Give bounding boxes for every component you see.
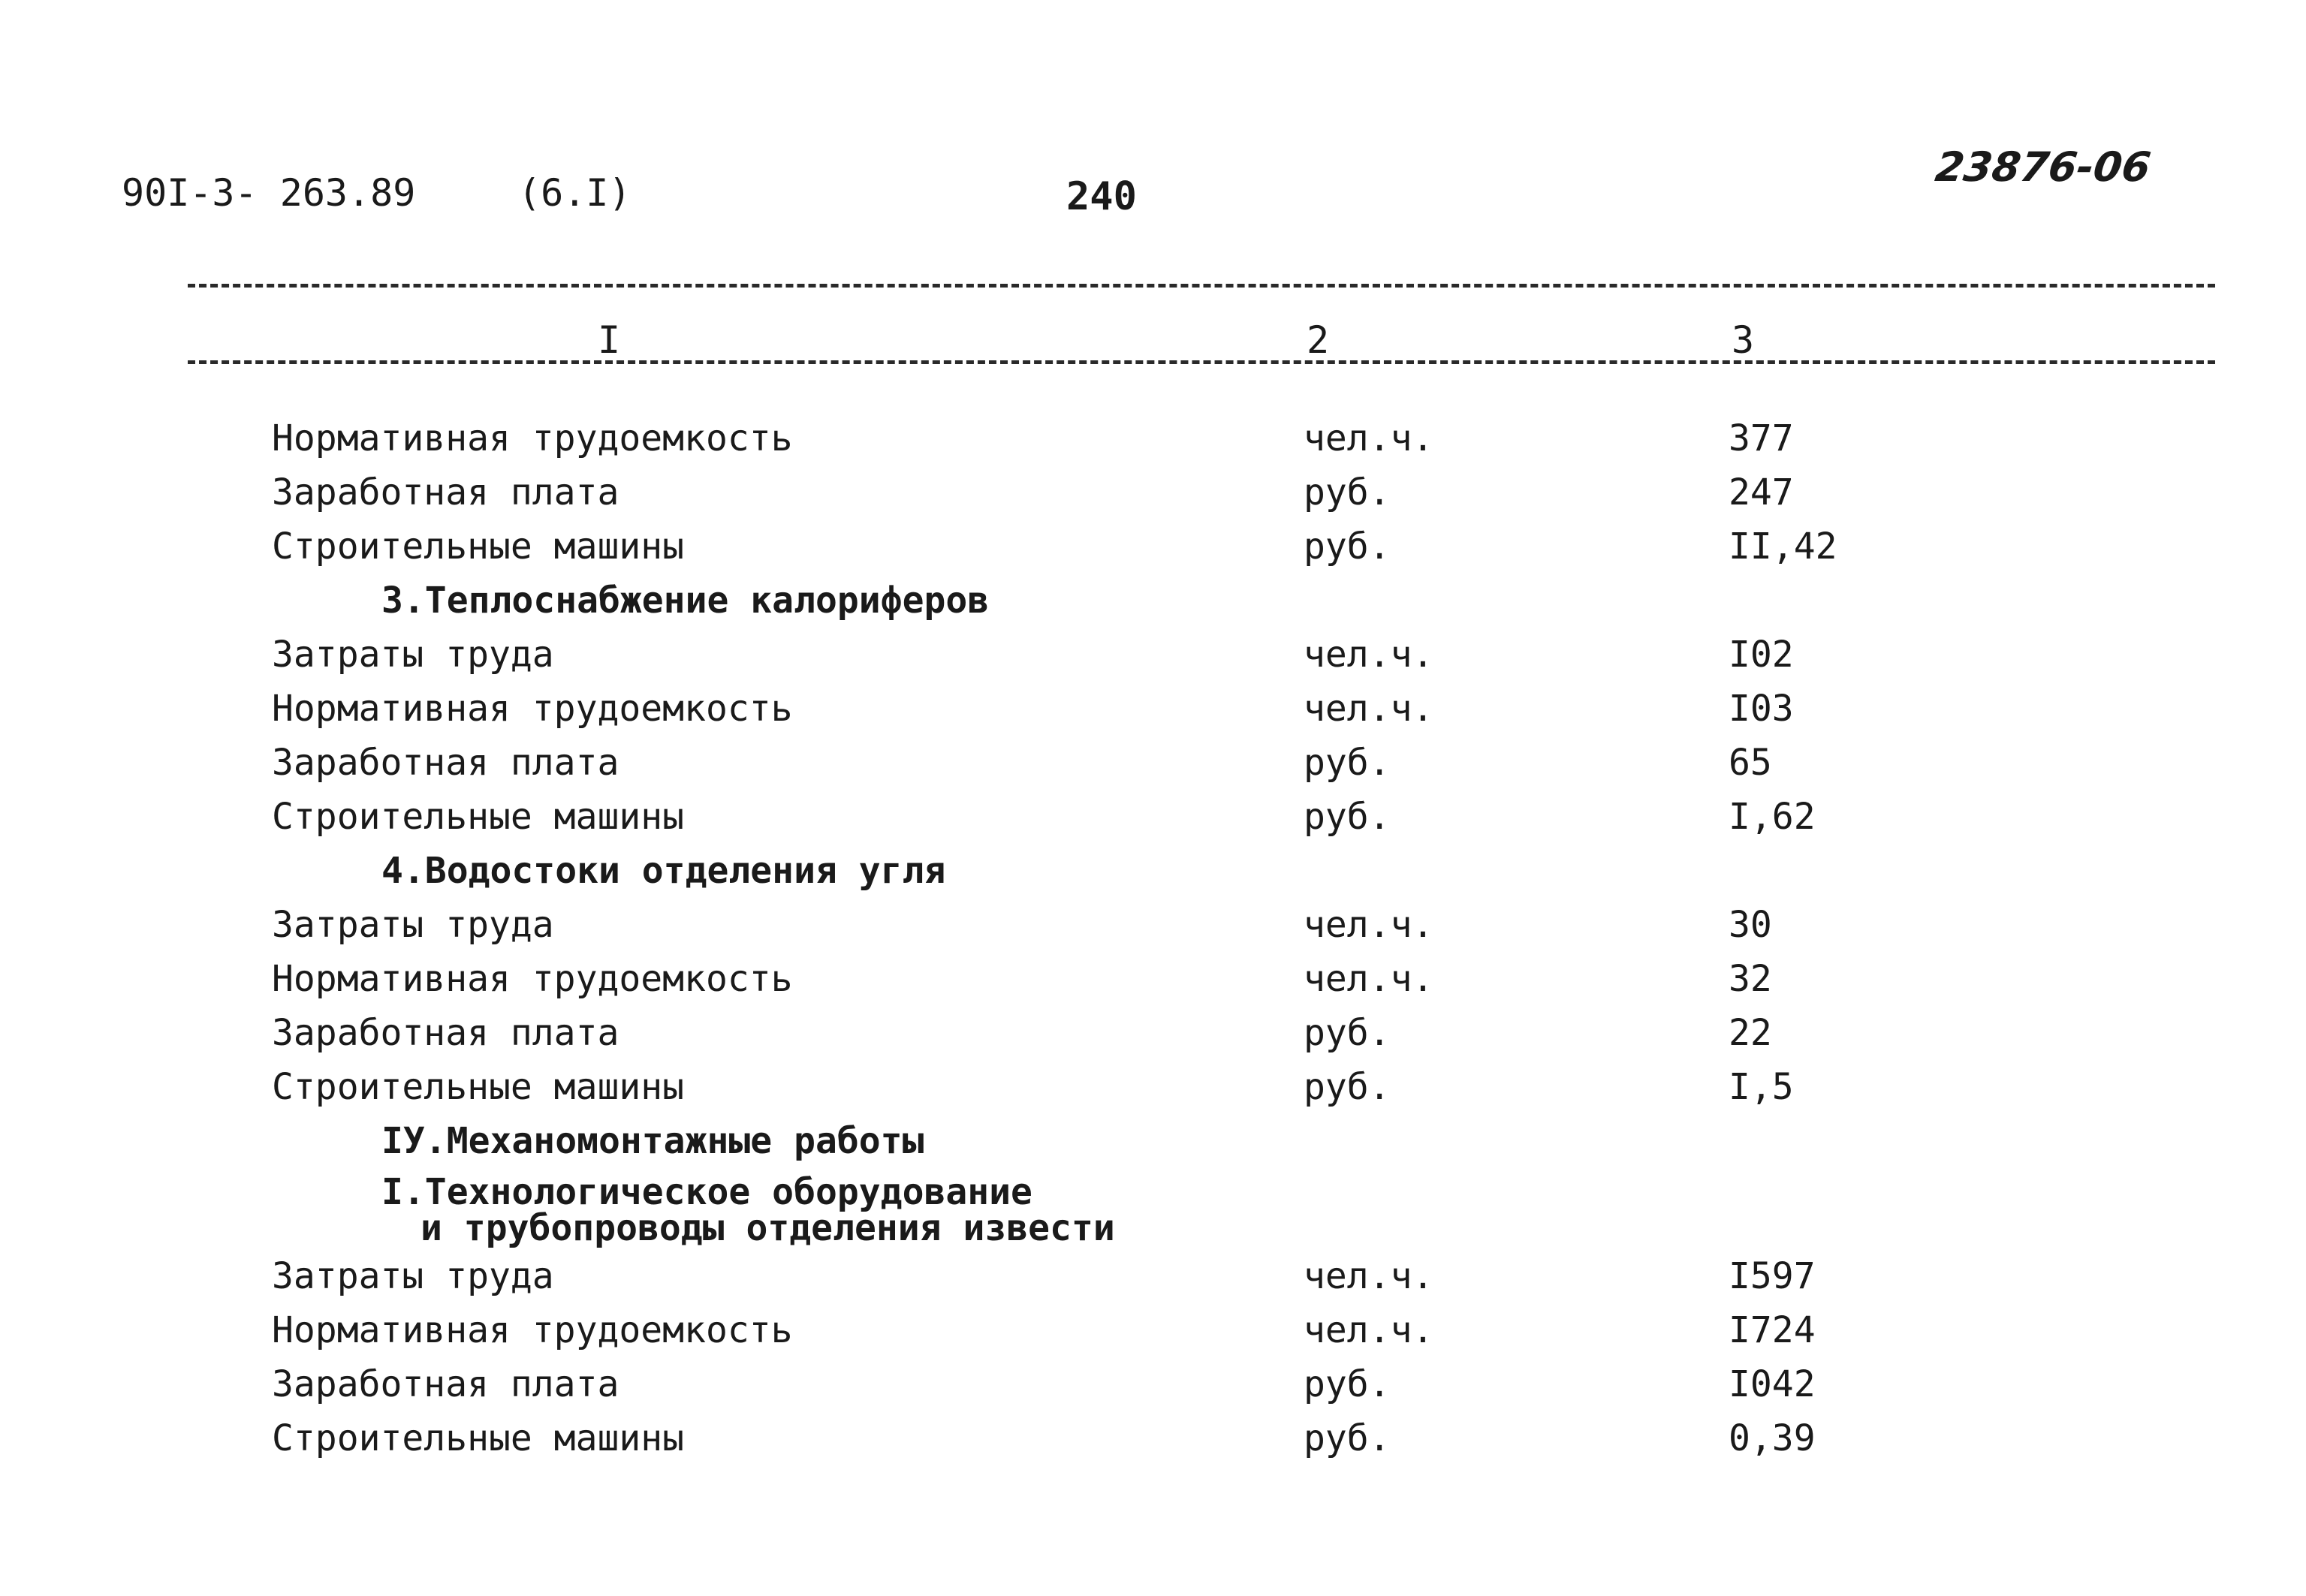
row-name: Заработная плата [272,742,619,784]
table-row [0,736,2306,790]
table-row [0,411,2306,465]
row-unit: руб. [1304,471,1391,513]
document-section: (6.I) [518,171,632,215]
row-value: 0,39 [1729,1417,1816,1459]
row-unit: чел.ч. [1304,904,1434,946]
row-unit: чел.ч. [1304,634,1434,676]
archive-number: 23876-06 [1932,143,2154,191]
column-number-3: 3 [1729,321,1757,359]
row-name: Затраты труда [272,634,554,676]
row-unit: руб. [1304,742,1391,784]
table-row [0,1303,2306,1357]
row-name: Заработная плата [272,1363,619,1405]
row-name: Затраты труда [272,904,554,946]
row-unit: руб. [1304,1012,1391,1054]
row-value: 65 [1729,742,1772,784]
row-name: Нормативная трудоемкость [272,1309,793,1351]
row-name: Нормативная трудоемкость [272,958,793,1000]
subsection-heading-text [381,1171,1115,1249]
row-unit: чел.ч. [1304,688,1434,730]
table-row [0,519,2306,574]
table-header-rule [188,360,2215,364]
row-name: Заработная плата [272,1012,619,1054]
row-name: Строительные машины [272,1417,685,1459]
section-heading-text: 3.Теплоснабжение калориферов [381,580,990,622]
row-unit: руб. [1304,525,1391,568]
table-row [0,628,2306,682]
table-row [0,790,2306,844]
column-number-2: 2 [1304,321,1332,359]
row-value: I042 [1729,1363,1816,1405]
row-value: 247 [1729,471,1794,513]
section-heading [0,574,2306,628]
row-name: Строительные машины [272,525,685,568]
row-value: I724 [1729,1309,1816,1351]
table-row [0,465,2306,519]
row-value: I03 [1729,688,1794,730]
row-unit: чел.ч. [1304,1255,1434,1297]
row-value: 377 [1729,417,1794,459]
row-value: 30 [1729,904,1772,946]
section-heading [0,844,2306,898]
table-row [0,1006,2306,1060]
subsection-heading-line1: I.Технологическое оборудование [381,1171,1032,1213]
subsection-heading-line2: и трубопроводы отделения извести [421,1207,1115,1249]
section-heading [0,1114,2306,1168]
table-row [0,898,2306,952]
table-body [0,411,2306,1465]
subsection-heading [0,1168,2306,1249]
row-name: Нормативная трудоемкость [272,417,793,459]
table-top-rule [188,284,2215,288]
row-value: II,42 [1729,525,1837,568]
table-row [0,952,2306,1006]
row-name: Строительные машины [272,1066,685,1108]
table-row [0,682,2306,736]
document-code: 90I-3- 263.89 [122,171,416,215]
row-name: Нормативная трудоемкость [272,688,793,730]
table-row [0,1060,2306,1114]
column-number-1: I [595,321,623,359]
row-name: Заработная плата [272,471,619,513]
row-value: I,62 [1729,796,1816,838]
row-unit: руб. [1304,1363,1391,1405]
row-unit: чел.ч. [1304,417,1434,459]
row-value: I02 [1729,634,1794,676]
table-row [0,1357,2306,1411]
table-row [0,1411,2306,1465]
row-value: I597 [1729,1255,1816,1297]
row-value: I,5 [1729,1066,1794,1108]
row-name: Затраты труда [272,1255,554,1297]
page-number: 240 [1066,174,1137,219]
row-unit: чел.ч. [1304,958,1434,1000]
section-heading-text: IУ.Механомонтажные работы [381,1120,924,1162]
section-heading-text: 4.Водостоки отделения угля [381,850,946,892]
row-name: Строительные машины [272,796,685,838]
row-unit: руб. [1304,796,1391,838]
row-unit: чел.ч. [1304,1309,1434,1351]
row-unit: руб. [1304,1066,1391,1108]
table-row [0,1249,2306,1303]
row-value: 32 [1729,958,1772,1000]
row-unit: руб. [1304,1417,1391,1459]
row-value: 22 [1729,1012,1772,1054]
